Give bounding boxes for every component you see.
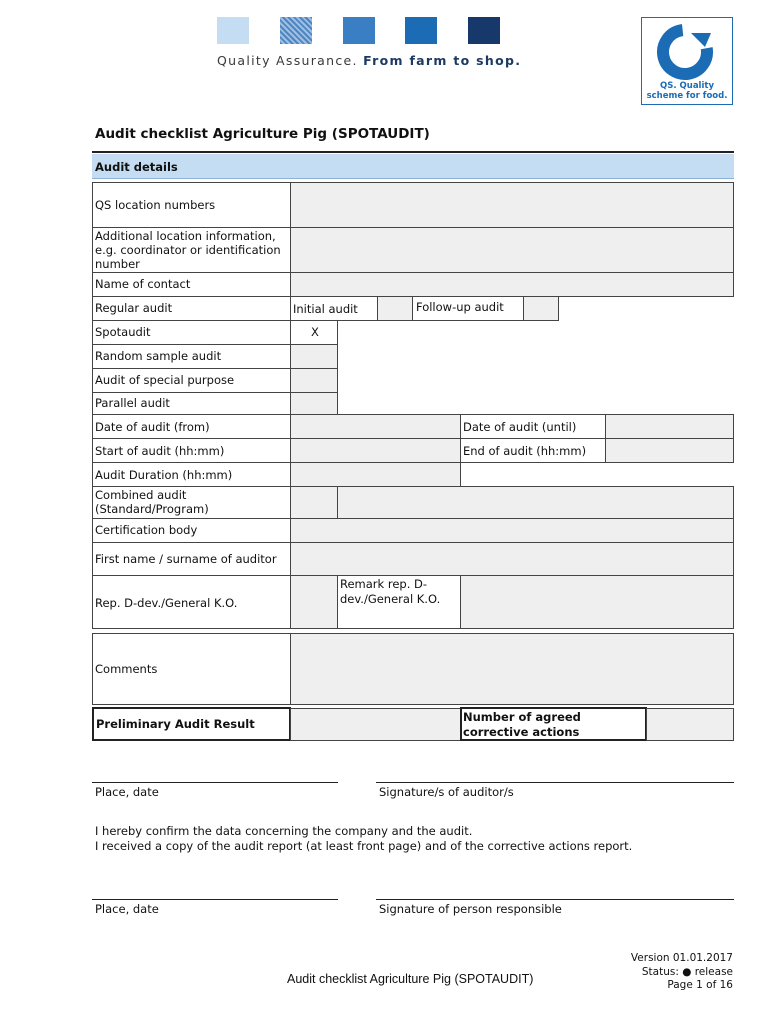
start-audit-label-cell: Start of audit (hh:mm) — [92, 438, 291, 463]
auditor-signature-line — [376, 782, 734, 783]
combined-audit-checkbox[interactable] — [290, 486, 338, 519]
agreed-actions-label-cell: Number of agreed corrective actions — [460, 707, 647, 741]
remark-field[interactable] — [460, 575, 734, 629]
date-from-field[interactable] — [290, 414, 461, 439]
qs-logo — [641, 17, 733, 105]
confirm-line-2: I received a copy of the audit report (at least front page) and of the corrective actions report. — [95, 839, 633, 853]
regular-audit-label-cell: Regular audit — [92, 296, 291, 321]
qs-location-label-cell: QS location numbers — [92, 182, 291, 228]
date-until-field[interactable] — [605, 414, 734, 439]
followup-audit-checkbox[interactable] — [523, 296, 559, 321]
brand-square-hatched — [280, 17, 312, 44]
random-sample-label-cell: Random sample audit — [92, 344, 291, 369]
place-date-line-2 — [92, 899, 338, 900]
brand-square-light — [217, 17, 249, 44]
combined-audit-program-field[interactable] — [337, 486, 734, 519]
place-date-label-1: Place, date — [95, 785, 159, 799]
tagline — [217, 53, 521, 68]
end-audit-label-cell: End of audit (hh:mm) — [460, 438, 606, 463]
start-audit-field[interactable] — [290, 438, 461, 463]
auditor-signature-label: Signature/s of auditor/s — [379, 785, 514, 799]
spotaudit-label-cell: Spotaudit — [92, 320, 291, 345]
section-header-audit-details — [92, 154, 734, 179]
footer-status: Status: ● release — [641, 965, 733, 978]
confirm-line-1: I hereby confirm the data concerning the company and the audit. — [95, 824, 473, 838]
spotaudit-mark: X — [311, 325, 319, 339]
footer-title: Audit checklist Agriculture Pig (SPOTAUDIT) — [287, 972, 534, 986]
prelim-result-label-cell: Preliminary Audit Result — [92, 707, 291, 741]
footer-page: Page 1 of 16 — [667, 979, 733, 991]
remark-label-cell: Remark rep. D- dev./General K.O. — [337, 575, 461, 629]
random-sample-checkbox[interactable] — [290, 344, 338, 369]
contact-label-cell: Name of contact — [92, 272, 291, 297]
followup-audit-label-cell: Follow-up audit — [412, 296, 524, 321]
parallel-audit-label-cell: Parallel audit — [92, 392, 291, 415]
special-purpose-label-cell: Audit of special purpose — [92, 368, 291, 393]
tagline-light: Quality Assurance. — [217, 53, 358, 68]
section-title: Audit details — [95, 160, 178, 174]
additional-info-label-cell: Additional location information, e.g. coordinator or identification number — [92, 227, 291, 273]
responsible-signature-label: Signature of person responsible — [379, 902, 562, 916]
brand-square-dark — [468, 17, 500, 44]
brand-square-mid — [343, 17, 375, 44]
footer-version: Version 01.01.2017 — [630, 952, 733, 964]
special-purpose-checkbox[interactable] — [290, 368, 338, 393]
qs-location-field[interactable] — [290, 182, 734, 228]
comments-field[interactable] — [290, 633, 734, 705]
contact-field[interactable] — [290, 272, 734, 297]
place-date-label-2: Place, date — [95, 902, 159, 916]
responsible-signature-line — [376, 899, 734, 900]
rep-ddev-label-cell: Rep. D-dev./General K.O. — [92, 575, 291, 629]
initial-audit-checkbox[interactable] — [377, 296, 413, 321]
rep-ddev-checkbox[interactable] — [290, 575, 338, 629]
auditor-name-field[interactable] — [290, 542, 734, 576]
comments-label-cell: Comments — [92, 633, 291, 705]
spotaudit-checkbox[interactable] — [290, 320, 338, 345]
agreed-actions-field[interactable] — [646, 708, 734, 741]
parallel-audit-checkbox[interactable] — [290, 392, 338, 415]
title-rule — [92, 151, 734, 153]
additional-info-field[interactable] — [290, 227, 734, 273]
qs-circle-arrow-icon — [655, 23, 719, 81]
footer-version-block — [631, 952, 733, 993]
date-until-label-cell: Date of audit (until) — [460, 414, 606, 439]
place-date-line-1 — [92, 782, 338, 783]
end-audit-field[interactable] — [605, 438, 734, 463]
cert-body-label-cell: Certification body — [92, 518, 291, 543]
brand-square-blue — [405, 17, 437, 44]
combined-audit-label-cell: Combined audit (Standard/Program) — [92, 486, 291, 519]
auditor-name-label-cell: First name / surname of auditor — [92, 542, 291, 576]
cert-body-field[interactable] — [290, 518, 734, 543]
document-title: Audit checklist Agriculture Pig (SPOTAUDIT) — [95, 126, 430, 142]
prelim-result-field[interactable] — [290, 708, 461, 741]
initial-audit-label-cell: Initial audit — [290, 296, 378, 321]
qs-logo-text: QS. Quality scheme for food. — [646, 81, 728, 101]
date-from-label-cell: Date of audit (from) — [92, 414, 291, 439]
duration-label-cell: Audit Duration (hh:mm) — [92, 462, 291, 487]
duration-field[interactable] — [290, 462, 461, 487]
tagline-bold: From farm to shop. — [363, 53, 522, 68]
